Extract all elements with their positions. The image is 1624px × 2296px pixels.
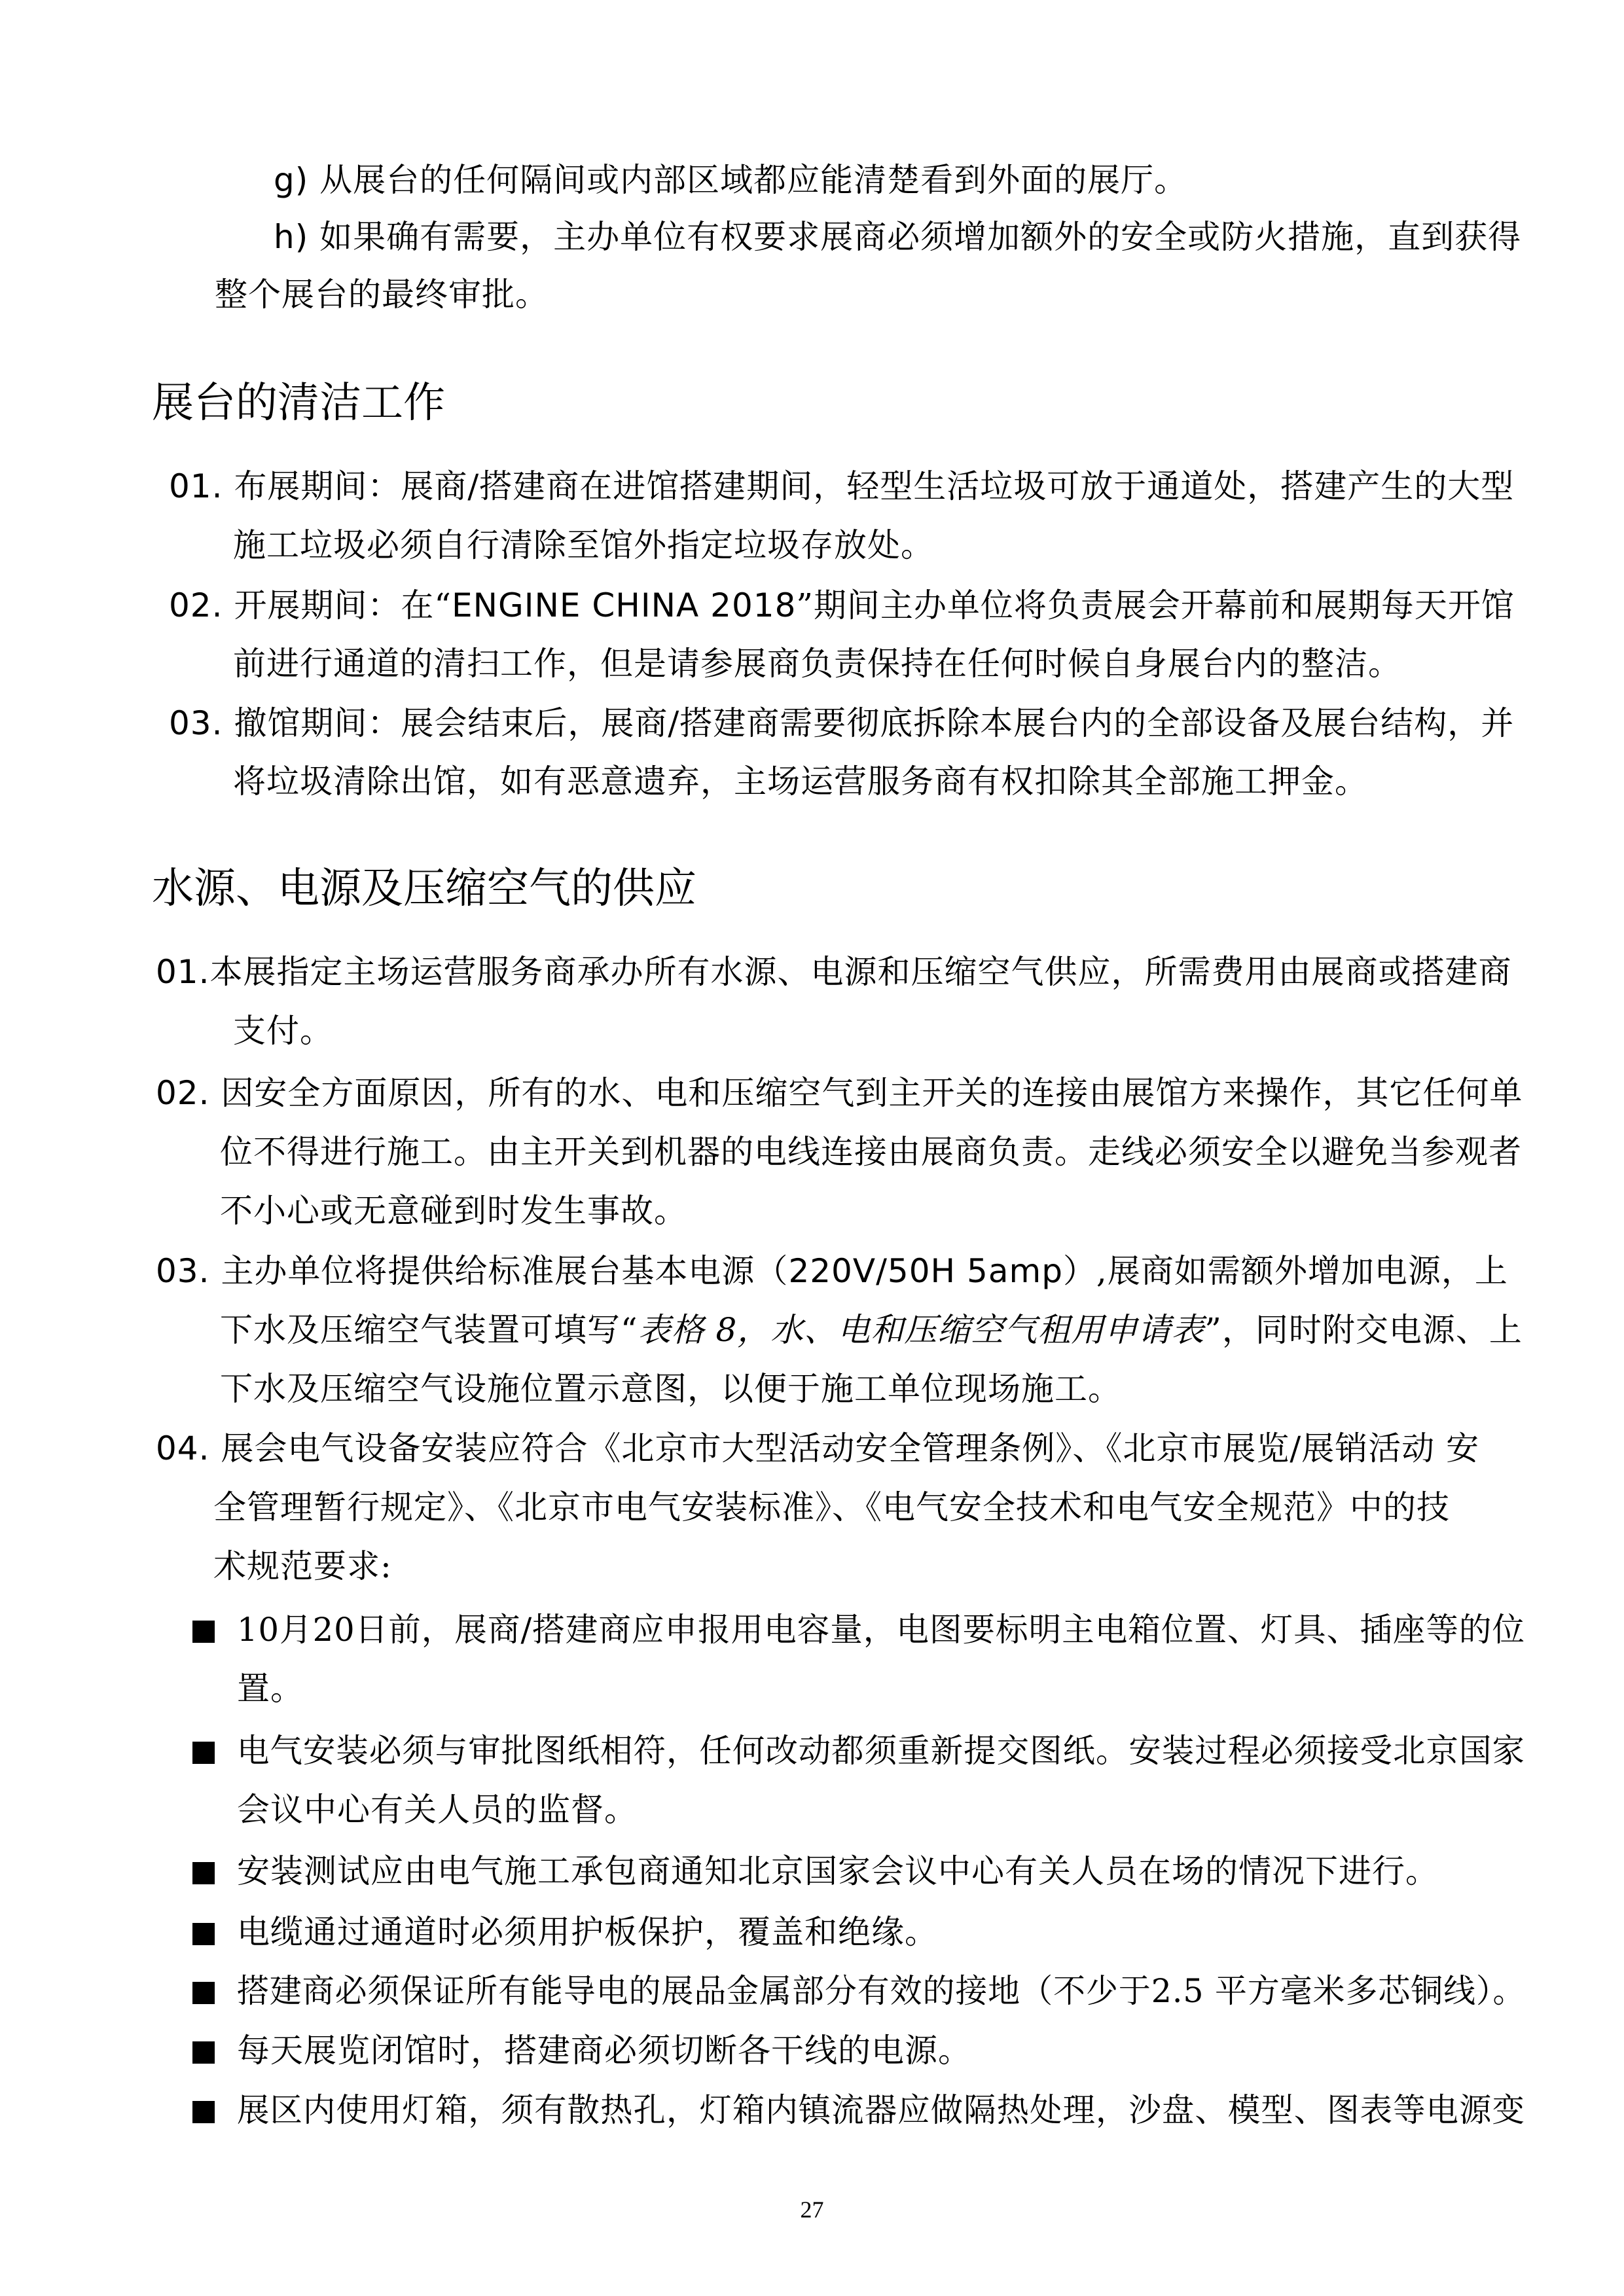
item-text: 下水及压缩空气装置可填写“ [220,1311,638,1349]
utility-item-03-cont2: 下水及压缩空气设施位置示意图，以便于施工单位现场施工。 [220,1370,1121,1408]
item-number: 03. [156,1252,210,1290]
utility-item-04 [156,1429,1479,1468]
square-bullet-icon [192,1982,215,2004]
page-number: 27 [800,2197,824,2223]
bullet-item-2: 电气安装必须与审批图纸相符，任何改动都须重新提交图纸。安装过程必须接受北京国家 [237,1732,1525,1770]
item-text: 开展期间：在“ [234,586,452,624]
clause-marker: g) [274,161,309,199]
bullet-item-3: 安装测试应由电气施工承包商通知北京国家会议中心有关人员在场的情况下进行。 [237,1852,1439,1890]
utility-item-01 [156,952,1512,992]
section-heading-cleaning: 展台的清洁工作 [152,379,445,427]
power-spec: 220V/50H 5amp [788,1252,1063,1290]
cleaning-item-03-cont: 将垃圾清除出馆，如有恶意遗弃，主场运营服务商有权扣除其全部施工押金。 [233,762,1368,800]
clause-g [274,160,1187,200]
item-number: 04. [156,1429,210,1467]
bullet-item-1: 10月20日前，展商/搭建商应申报用电容量，电图要标明主电箱位置、灯具、插座等的位 [237,1611,1526,1649]
item-text: ）,展商如需额外增加电源，上 [1062,1252,1508,1290]
item-number: 01. [169,467,223,505]
cleaning-item-01-cont: 施工垃圾必须自行清除至馆外指定垃圾存放处。 [233,526,934,564]
form-reference: 表格 8，水、电和压缩空气租用申请表 [638,1311,1205,1349]
cleaning-item-03 [169,704,1514,743]
utility-item-02 [156,1073,1523,1113]
square-bullet-icon [192,2041,215,2064]
clause-text: 从展台的任何隔间或内部区域都应能清楚看到外面的展厅。 [319,161,1188,199]
square-bullet-icon [192,1923,215,1945]
square-bullet-icon [192,1621,215,1643]
item-text: ”期间主办单位将负责展会开幕前和展期每天开馆 [796,586,1515,624]
bullet-item-5: 搭建商必须保证所有能导电的展品金属部分有效的接地（不少于2.5 平方毫米多芯铜线）。 [237,1972,1526,2010]
bullet-item-6: 每天展览闭馆时，搭建商必须切断各干线的电源。 [237,2032,971,2070]
cleaning-item-01 [169,467,1514,506]
item-number: 02. [169,586,223,624]
event-name: ENGINE CHINA 2018 [452,586,797,624]
clause-text: 如果确有需要，主办单位有权要求展商必须增加额外的安全或防火措施，直到获得 [319,218,1522,256]
utility-item-03 [156,1251,1508,1291]
utility-item-03-cont1 [220,1310,1523,1350]
cleaning-item-02-cont: 前进行通道的清扫工作，但是请参展商负责保持在任何时候自身展台内的整洁。 [233,645,1401,683]
section-heading-utilities: 水源、电源及压缩空气的供应 [152,865,696,913]
item-text: 布展期间：展商/搭建商在进馆搭建期间，轻型生活垃圾可放于通道处，搭建产生的大型 [234,467,1515,505]
clause-h-line1 [274,217,1521,257]
utility-item-02-cont2: 不小心或无意碰到时发生事故。 [220,1192,687,1230]
item-text: ”，同时附交电源、上 [1204,1311,1523,1349]
item-number: 03. [169,704,223,742]
bullet-item-7: 展区内使用灯箱，须有散热孔，灯箱内镇流器应做隔热处理，沙盘、模型、图表等电源变 [237,2091,1525,2129]
bullet-item-2-cont: 会议中心有关人员的监督。 [237,1791,638,1829]
bullet-item-1-cont: 置。 [237,1670,304,1708]
bullet-item-4: 电缆通过通道时必须用护板保护，覆盖和绝缘。 [237,1913,938,1951]
utility-item-04-cont2: 术规范要求: [213,1547,392,1585]
item-text: 主办单位将提供给标准展台基本电源（ [221,1252,789,1290]
square-bullet-icon [192,1742,215,1764]
item-text: 本展指定主场运营服务商承办所有水源、电源和压缩空气供应，所需费用由展商或搭建商 [209,953,1512,991]
clause-h-line2: 整个展台的最终审批。 [215,276,549,314]
item-text: 撤馆期间：展会结束后，展商/搭建商需要彻底拆除本展台内的全部设备及展台结构，并 [234,704,1515,742]
item-number: 02. [156,1074,210,1112]
clause-marker: h) [274,218,309,256]
utility-item-04-cont1: 全管理暂行规定》、《北京市电气安装标准》、《电气安全技术和电气安全规范》中的技 [213,1488,1450,1526]
item-number: 01. [156,953,210,991]
item-text: 因安全方面原因，所有的水、电和压缩空气到主开关的连接由展馆方来操作，其它任何单 [221,1074,1523,1112]
item-text: 展会电气设备安装应符合《北京市大型活动安全管理条例》、《北京市展览/展销活动 安 [221,1429,1480,1467]
utility-item-02-cont1: 位不得进行施工。由主开关到机器的电线连接由展商负责。走线必须安全以避免当参观者 [220,1133,1522,1171]
cleaning-item-02 [169,586,1515,625]
square-bullet-icon [192,1862,215,1884]
utility-item-01-cont: 支付。 [233,1012,333,1050]
square-bullet-icon [192,2101,215,2123]
